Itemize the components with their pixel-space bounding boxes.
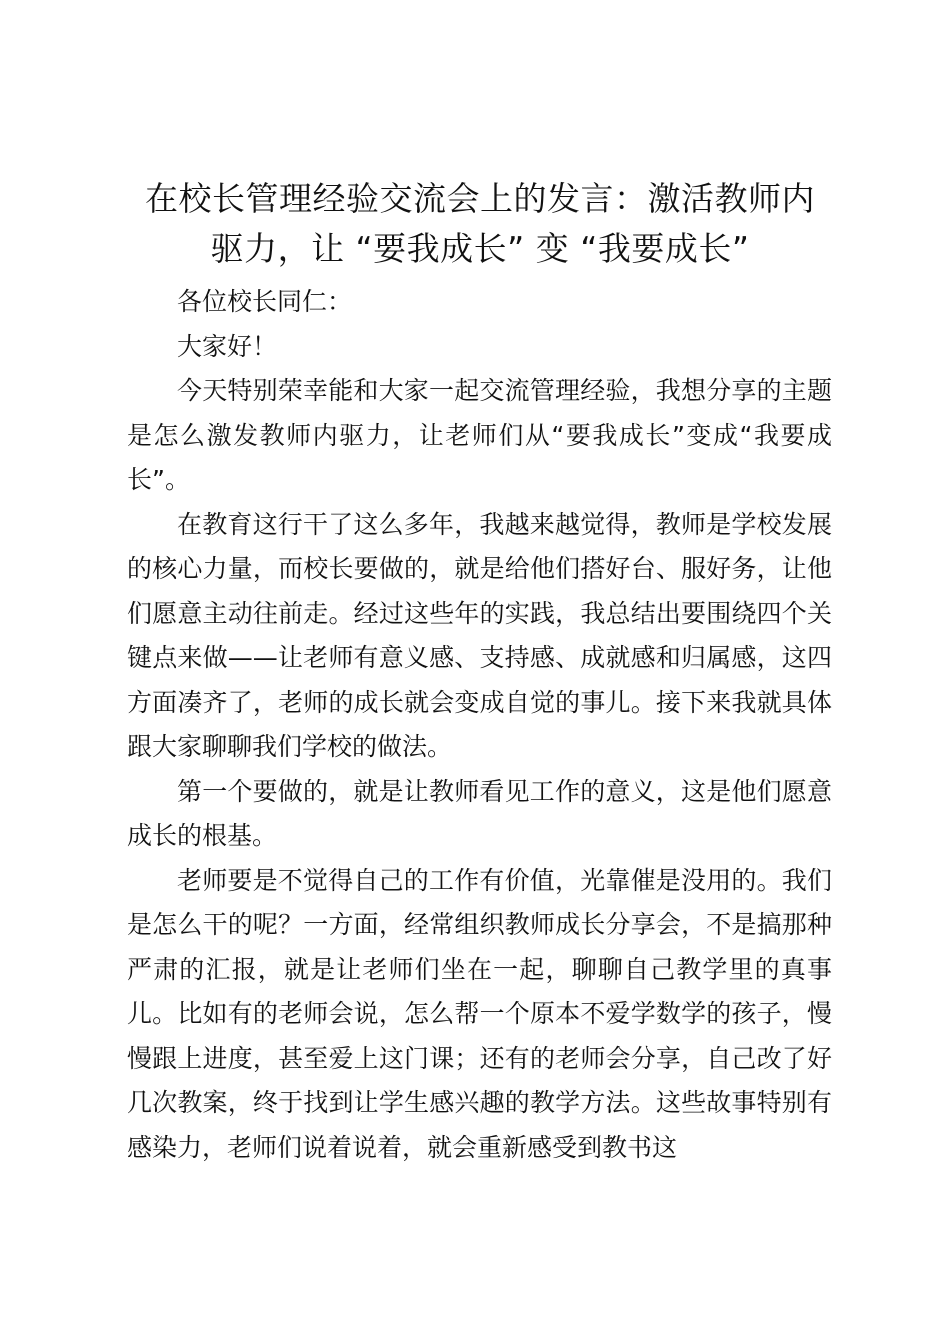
document-body — [127, 280, 832, 1170]
salutation: 各位校长同仁： — [177, 287, 353, 316]
paragraph: 老师要是不觉得自己的工作有价值，光靠催是没用的。我们是怎么干的呢？一方面，经常组织教师成长分享会，不是搞那种严肃的汇报，就是让老师们坐在一起，聊聊自己教学里的真事儿。比如有的老师会说，怎么帮一个原本不爱学数学的孩子，慢慢跟上进度，甚至爱上这门课；还有的老师会分享，自己改了好几次教案，终于找到让学生感兴趣的教学方法。这些故事特别有感染力，老师们说着说着，就会重新感受到教书这 — [127, 865, 832, 1162]
document-title — [120, 174, 840, 274]
paragraph: 第一个要做的，就是让教师看见工作的意义，这是他们愿意成长的根基。 — [127, 776, 832, 850]
title-line-1: 在校长管理经验交流会上的发言：激活教师内 — [145, 179, 815, 218]
paragraph: 今天特别荣幸能和大家一起交流管理经验，我想分享的主题是怎么激发教师内驱力，让老师们从“要我成长”变成“我要成长”。 — [127, 376, 832, 494]
greeting: 大家好！ — [177, 331, 278, 361]
title-line-2: 驱力，让 “要我成长” 变 “我要成长” — [210, 229, 750, 268]
paragraph: 在教育这行干了这么多年，我越来越觉得，教师是学校发展的核心力量，而校长要做的，就是给他们搭好台、服好务，让他们愿意主动往前走。经过这些年的实践，我总结出要围绕四个关键点来做——让老师有意义感、支持感、成就感和归属感，这四方面凑齐了，老师的成长就会变成自觉的事儿。接下来我就具体跟大家聊聊我们学校的做法。 — [127, 509, 832, 761]
